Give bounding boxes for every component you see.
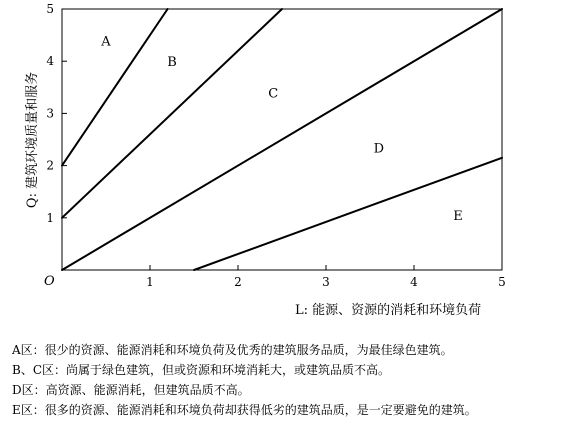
region-label: B (167, 55, 177, 71)
region-label: D (373, 141, 385, 157)
boundary-lines (62, 9, 502, 270)
note-b-c: B、C区：尚属于绿色建筑，但或资源和环境消耗大，或建筑品质不高。 (12, 363, 391, 377)
region-label: C (268, 86, 279, 102)
y-tick-label: 3 (46, 106, 54, 121)
boundary-line (62, 9, 502, 270)
x-tick-label: 3 (322, 275, 330, 289)
origin-label: O (44, 274, 55, 289)
y-tick-label: 1 (46, 210, 54, 225)
y-tick-label: 5 (46, 2, 54, 16)
notes-block (12, 340, 560, 420)
x-tick-label: 2 (234, 275, 242, 289)
note-e: E区：很多的资源、能源消耗和环境负荷却获得低劣的建筑品质，是一定要避免的建筑。 (12, 403, 477, 417)
boundary-line (62, 9, 168, 166)
region-label: E (453, 209, 463, 225)
y-axis-label: Q: 建筑环境质量和服务 (25, 71, 40, 209)
y-tick-label: 2 (46, 158, 54, 173)
y-tick-label: 4 (46, 54, 54, 69)
x-axis-label: L: 能源、资源的消耗和环境负荷 (295, 303, 482, 318)
tick-labels (46, 2, 505, 289)
region-label: A (101, 34, 111, 50)
x-tick-label: 1 (146, 275, 154, 289)
boundary-line (62, 9, 282, 218)
note-d: D区：高资源、能源消耗，但建筑品质不高。 (12, 383, 250, 397)
note-a: A区：很少的资源、能源消耗和环境负荷及优秀的建筑服务品质，为最佳绿色建筑。 (12, 343, 453, 357)
x-tick-label: 5 (498, 275, 506, 289)
x-tick-label: 4 (410, 275, 418, 289)
